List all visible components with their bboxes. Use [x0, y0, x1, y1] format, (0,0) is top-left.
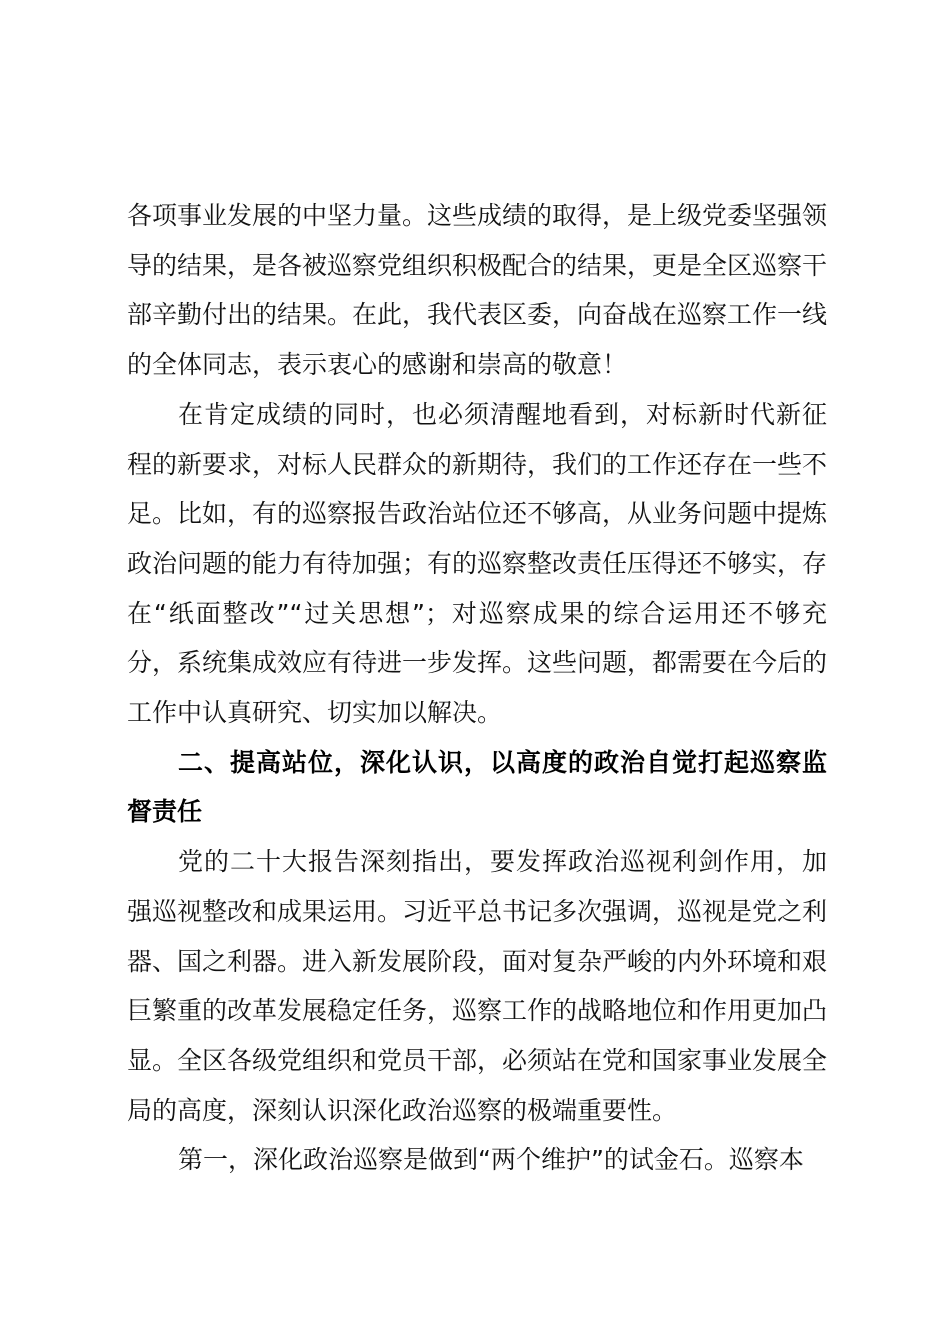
paragraph-continuation: 各项事业发展的中坚力量。这些成绩的取得，是上级党委坚强领导的结果，是各被巡察党组织积极配合的结果，更是全区巡察干部辛勤付出的结果。在此，我代表区委，向奋战在巡察工作一线的全体同志，表示衷心的感谢和崇高的敬意！: [127, 201, 828, 380]
section-heading: 二、提高站位，深化认识，以高度的政治自觉打起巡察监督责任: [127, 747, 827, 827]
paragraph-first-point: 第一，深化政治巡察是做到“两个维护”的试金石。巡察本: [178, 1145, 804, 1175]
paragraph-report-quote: 党的二十大报告深刻指出，要发挥政治巡视利剑作用，加强巡视整改和成果运用。习近平总书记多次强调，巡视是党之利器、国之利器。进入新发展阶段，面对复杂严峻的内外环境和艰巨繁重的改革发展稳定任务，巡察工作的战略地位和作用更加凸显。全区各级党组织和党员干部，必须站在党和国家事业发展全局的高度，深刻认识深化政治巡察的极端重要性。: [127, 847, 828, 1125]
paragraph-shortcomings: 在肯定成绩的同时，也必须清醒地看到，对标新时代新征程的新要求，对标人民群众的新期待，我们的工作还存在一些不足。比如，有的巡察报告政治站位还不够高，从业务问题中提炼政治问题的能力有待加强；有的巡察整改责任压得还不够实，存在“纸面整改”“过关思想”；对巡察成果的综合运用还不够充分，系统集成效应有待进一步发挥。这些问题，都需要在今后的工作中认真研究、切实加以解决。: [127, 399, 828, 728]
document-body: [127, 191, 827, 1185]
